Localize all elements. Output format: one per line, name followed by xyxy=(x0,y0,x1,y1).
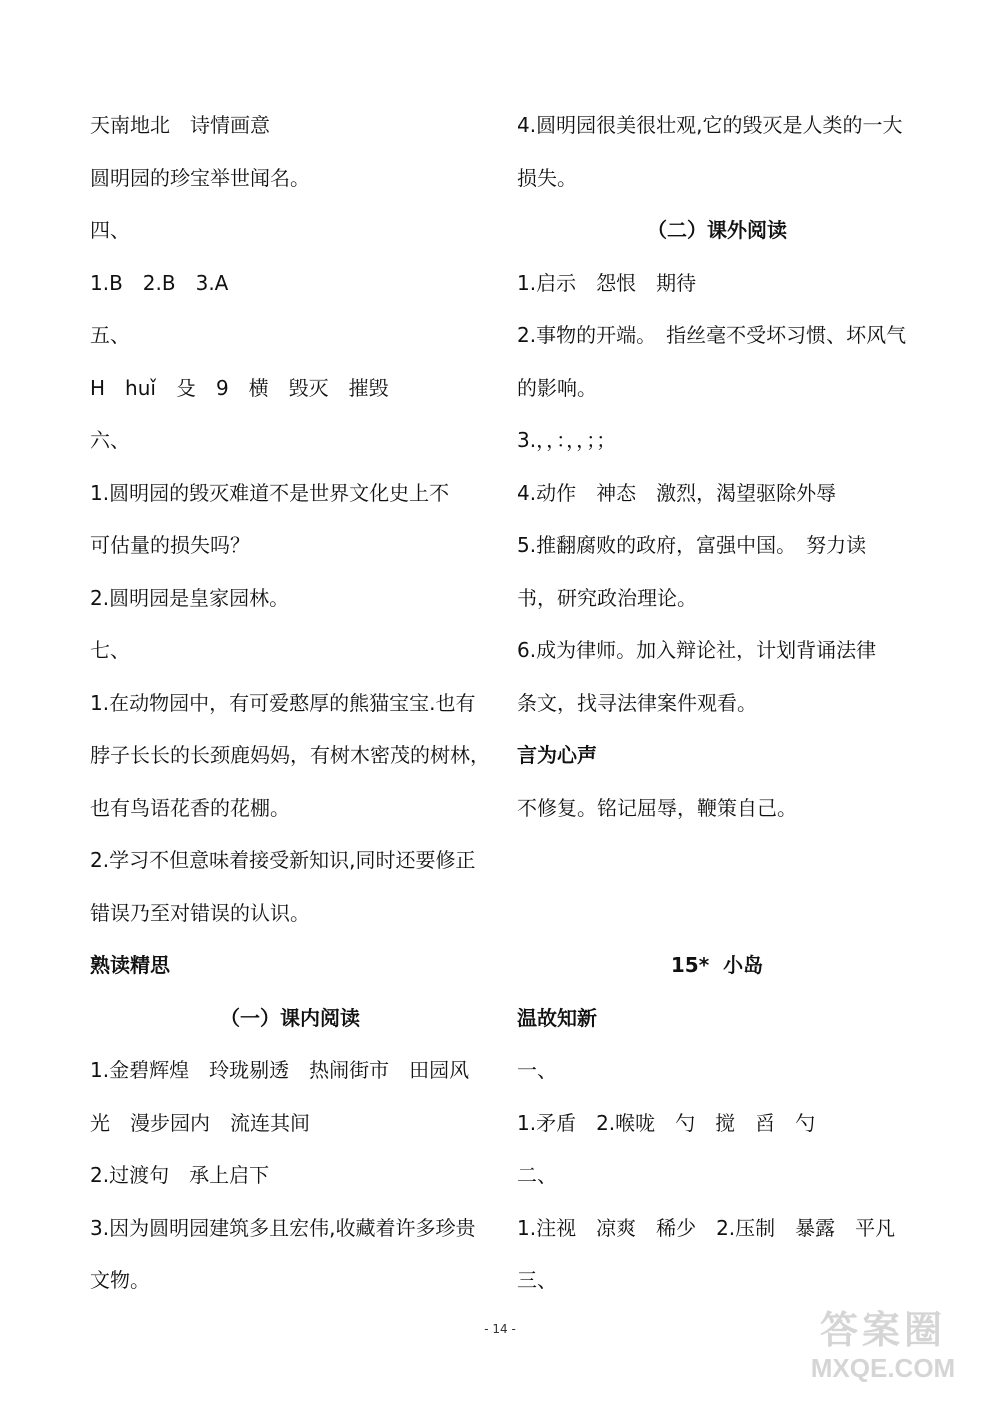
text-line: 2.学习不但意味着接受新知识,同时还要修正 xyxy=(90,848,476,872)
section-heading: 一、 xyxy=(517,1058,557,1082)
text-line: 3.因为圆明园建筑多且宏伟,收藏着许多珍贵 xyxy=(90,1215,476,1240)
text-line: 2.事物的开端。 指丝毫不受坏习惯、坏风气 xyxy=(517,323,907,347)
text-line: 错误乃至对错误的认识。 xyxy=(90,900,310,925)
page-number: - 14 - xyxy=(484,1322,516,1336)
blank-line xyxy=(517,847,917,873)
text-line: 1.金碧辉煌 玲珑剔透 热闹街市 田园风 xyxy=(90,1058,470,1082)
watermark-logo xyxy=(788,1308,978,1398)
left-column xyxy=(90,112,490,1320)
right-column xyxy=(517,112,917,1320)
text-line: 圆明园的珍宝举世闻名。 xyxy=(90,165,310,190)
watermark-domain: MXQE.COM xyxy=(810,1353,956,1383)
text-line: 脖子长长的长颈鹿妈妈，有树木密茂的树林， xyxy=(90,743,490,767)
text-line: 3.，，：，，；； xyxy=(517,428,617,452)
lesson-title: 15* 小岛 xyxy=(670,953,764,977)
subsection-title: （二）课外阅读 xyxy=(647,218,787,242)
text-line: 4.圆明园很美很壮观,它的毁灭是人类的一大 xyxy=(517,113,903,137)
section-heading: 六、 xyxy=(90,428,130,452)
subsection-title: （一）课内阅读 xyxy=(220,1005,360,1030)
text-line: 损失。 xyxy=(517,165,577,190)
text-line: 6.成为律师。加入辩论社，计划背诵法律 xyxy=(517,638,877,662)
text-line: 可估量的损失吗？ xyxy=(90,533,250,557)
text-line: 也有鸟语花香的花棚。 xyxy=(90,795,290,820)
text-line: 1.注视 凉爽 稀少 2.压制 暴露 平凡 xyxy=(517,1215,896,1240)
text-line: 不修复。铭记屈辱，鞭策自己。 xyxy=(517,795,797,820)
section-title: 言为心声 xyxy=(517,743,597,767)
text-line: 1.启示 怨恨 期待 xyxy=(517,270,697,295)
section-title: 温故知新 xyxy=(517,1005,597,1030)
section-heading: 七、 xyxy=(90,638,130,662)
text-line: 书，研究政治理论。 xyxy=(517,585,697,610)
text-line: 1.B 2.B 3.A xyxy=(90,270,229,295)
text-line: 条文，找寻法律案件观看。 xyxy=(517,690,757,715)
blank-line xyxy=(517,900,917,926)
text-line: 文物。 xyxy=(90,1268,150,1292)
watermark-text: 答案圈 xyxy=(819,1308,946,1352)
section-heading: 四、 xyxy=(90,218,130,242)
text-line: 1.圆明园的毁灭难道不是世界文化史上不 xyxy=(90,480,450,505)
section-title: 熟读精思 xyxy=(90,953,170,977)
section-heading: 五、 xyxy=(90,323,130,347)
text-line: 5.推翻腐败的政府，富强中国。 努力读 xyxy=(517,533,867,557)
text-line: 光 漫步园内 流连其间 xyxy=(90,1110,310,1135)
text-line: 1.矛盾 2.喉咙 勺 搅 舀 勺 xyxy=(517,1110,816,1135)
text-line: 2.圆明园是皇家园林。 xyxy=(90,585,290,610)
text-line: 2.过渡句 承上启下 xyxy=(90,1163,270,1187)
text-line: 的影响。 xyxy=(517,375,597,400)
text-line: 4.动作 神态 激烈，渴望驱除外辱 xyxy=(517,480,837,505)
section-heading: 二、 xyxy=(517,1163,557,1187)
text-line: 天南地北 诗情画意 xyxy=(90,113,270,137)
section-heading: 三、 xyxy=(517,1268,557,1292)
text-line: H huǐ 殳 9 横 毁灭 摧毁 xyxy=(90,375,389,400)
text-line: 1.在动物园中，有可爱憨厚的熊猫宝宝.也有 xyxy=(90,690,476,715)
